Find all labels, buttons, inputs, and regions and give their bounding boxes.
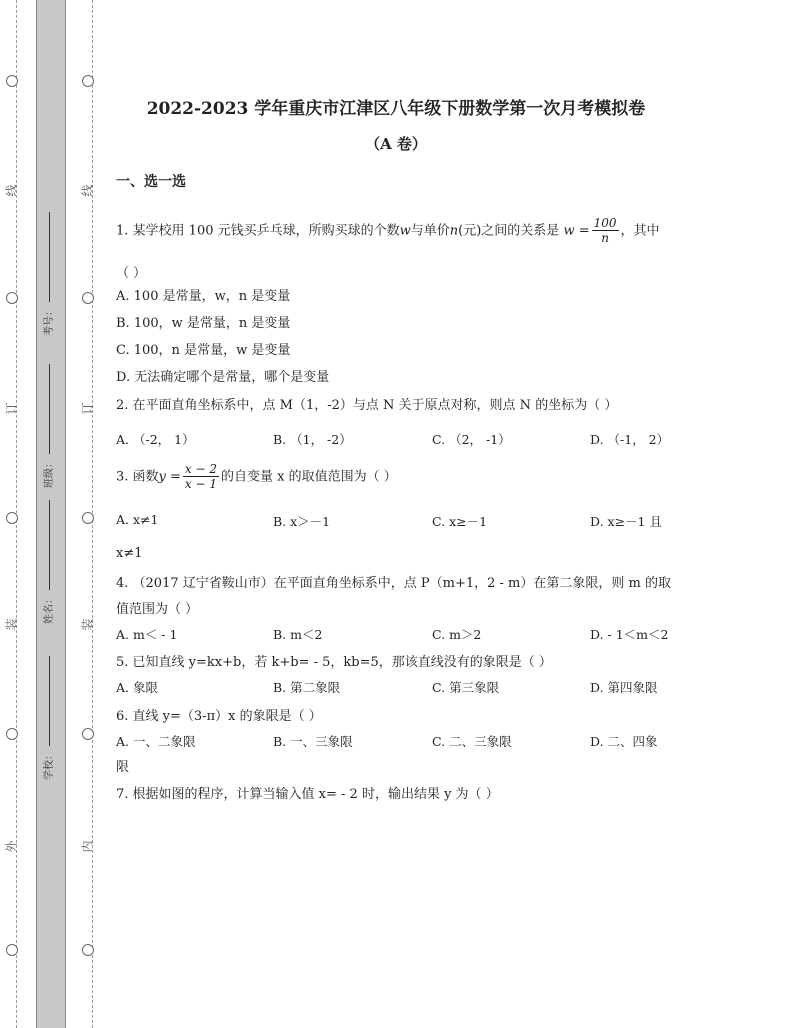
binding-hole [6,944,18,956]
question-3: 3. 函数y = $\frac{x - 2}{x - 1}$ 的自变量 x 的取值范围为（ ） [116,462,397,492]
option-a: A. m＜ - 1 [116,627,178,642]
option-d: D. x≥－1 且 [590,514,662,529]
option-d: D. 第四象限 [590,680,658,695]
option-d: D. - 1＜m＜2 [590,627,669,642]
fraction: $\frac{x - 2}{x - 1}$ [184,462,218,492]
binding-hole [82,728,94,740]
option-d-wrap: 限 [116,760,130,775]
question-4: 4. （2017 辽宁省鞍山市）在平面直角坐标系中，点 P（m+1，2 - m）在第二象限，则 m 的取 [116,576,671,591]
section-heading: 一、选一选 [116,174,186,190]
binding-hole [82,292,94,304]
option-a: A. 一、二象限 [116,734,196,749]
option-b: B. m＜2 [273,627,323,642]
name-field: 姓名： [40,500,55,624]
option-a: A. 100 是常量，w，n 是变量 [116,289,291,304]
fraction: $\frac{100}{n}$ [593,216,617,246]
margin-char: 内 [80,840,95,853]
option-c: C. （2， -1） [432,432,511,447]
margin-char: 装 [80,618,95,631]
margin-char: 线 [4,184,19,197]
option-b: B. 100，w 是常量，n 是变量 [116,316,291,331]
page-title: 2022-2023 学年重庆市江津区八年级下册数学第一次月考模拟卷 [146,99,646,119]
option-d: D. 无法确定哪个是常量，哪个是变量 [116,370,330,385]
option-c: C. m＞2 [432,627,482,642]
margin-char: 订 [4,402,19,415]
option-c: C. 100，n 是常量，w 是变量 [116,343,291,358]
binding-hole [6,728,18,740]
option-d: D. （-1， 2） [590,432,670,447]
class-field: 班级： [40,364,55,488]
margin-char: 装 [4,618,19,631]
option-a: A. 象限 [116,680,158,695]
option-a: A. （-2， 1） [116,432,195,447]
option-d-wrap: x≠1 [116,546,143,561]
question-1-paren: （ ） [116,266,147,281]
option-c: C. 二、三象限 [432,734,512,749]
option-c: C. 第三象限 [432,680,500,695]
school-field: 学校： [40,656,55,780]
option-a: A. x≠1 [116,512,159,527]
binding-hole [82,75,94,87]
option-b: B. 一、三象限 [273,734,353,749]
option-d: D. 二、四象 [590,734,658,749]
margin-char: 订 [80,402,95,415]
binding-hole [82,944,94,956]
page-subtitle: （A 卷） [365,135,427,153]
margin-char: 线 [80,184,95,197]
binding-hole [6,292,18,304]
question-7: 7. 根据如图的程序，计算当输入值 x= - 2 时，输出结果 y 为（ ） [116,787,499,802]
binding-hole [6,75,18,87]
margin-char: 外 [4,840,19,853]
question-5: 5. 已知直线 y=kx+b，若 k+b= - 5，kb=5，那该直线没有的象限是（ ） [116,655,552,670]
exam-number-field: 考号： [40,212,55,336]
question-1: 1. 某学校用 100 元钱买乒乓球，所购买球的个数w与单价n(元)之间的关系是 w = $\frac{100}{n}$ ，其中 [116,216,660,246]
binding-hole [82,512,94,524]
option-b: B. 第二象限 [273,680,341,695]
binding-hole [6,512,18,524]
question-6: 6. 直线 y=（3-π）x 的象限是（ ） [116,709,322,724]
question-2: 2. 在平面直角坐标系中，点 M（1，-2）与点 N 关于原点对称，则点 N 的坐标为（ ） [116,398,618,413]
option-b: B. x＞－1 [273,514,331,529]
option-c: C. x≥－1 [432,514,488,529]
question-4-line2: 值范围为（ ） [116,602,199,617]
option-b: B. （1， -2） [273,432,352,447]
